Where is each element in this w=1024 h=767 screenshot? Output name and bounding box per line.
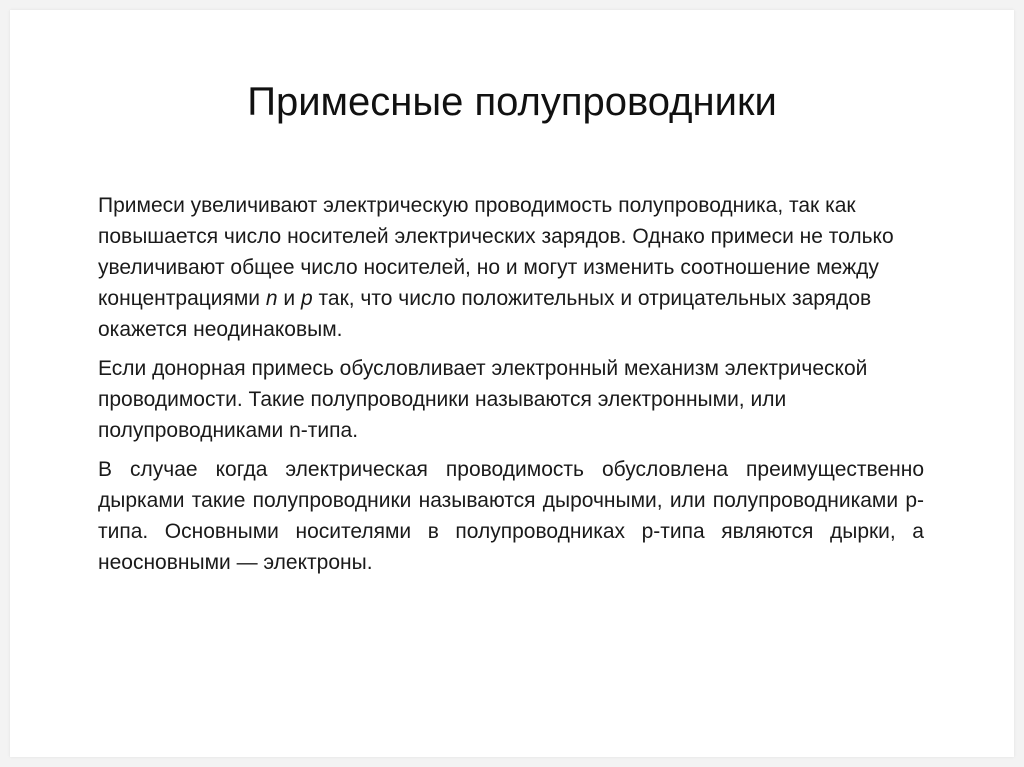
paragraph-1-text-c: так, что число положительных и отрицательных зарядов окажется неодинаковым. (98, 287, 872, 341)
slide (10, 10, 1014, 757)
n-symbol: n (265, 287, 278, 310)
paragraph-impurities (98, 190, 924, 345)
paragraph-n-type: Если донорная примесь обусловливает электронный механизм электрической проводимости. Такие полупроводники называются электронными, или полупроводниками n-типа. (98, 357, 868, 442)
paragraph-1-text-b: и (277, 287, 301, 310)
paragraph-1-text-a: Примеси увеличивают электрическую проводимость полупроводника, так как повышается число носителей электрических зарядов. Однако примеси не только увеличивают общее число носителей, но и могут изменить соотношение между концентрациями (98, 194, 894, 310)
slide-content (98, 190, 924, 586)
paragraph-p-type: В случае когда электрическая проводимость обусловлена преимущественно дырками такие полупроводники называются дырочными, или полупроводниками p-типа. Основными носителями в полупроводниках p-типа являются дырки, а неосновными — электроны. (98, 458, 924, 574)
p-symbol: p (300, 287, 313, 310)
slide-title: Примесные полупроводники (247, 80, 777, 124)
